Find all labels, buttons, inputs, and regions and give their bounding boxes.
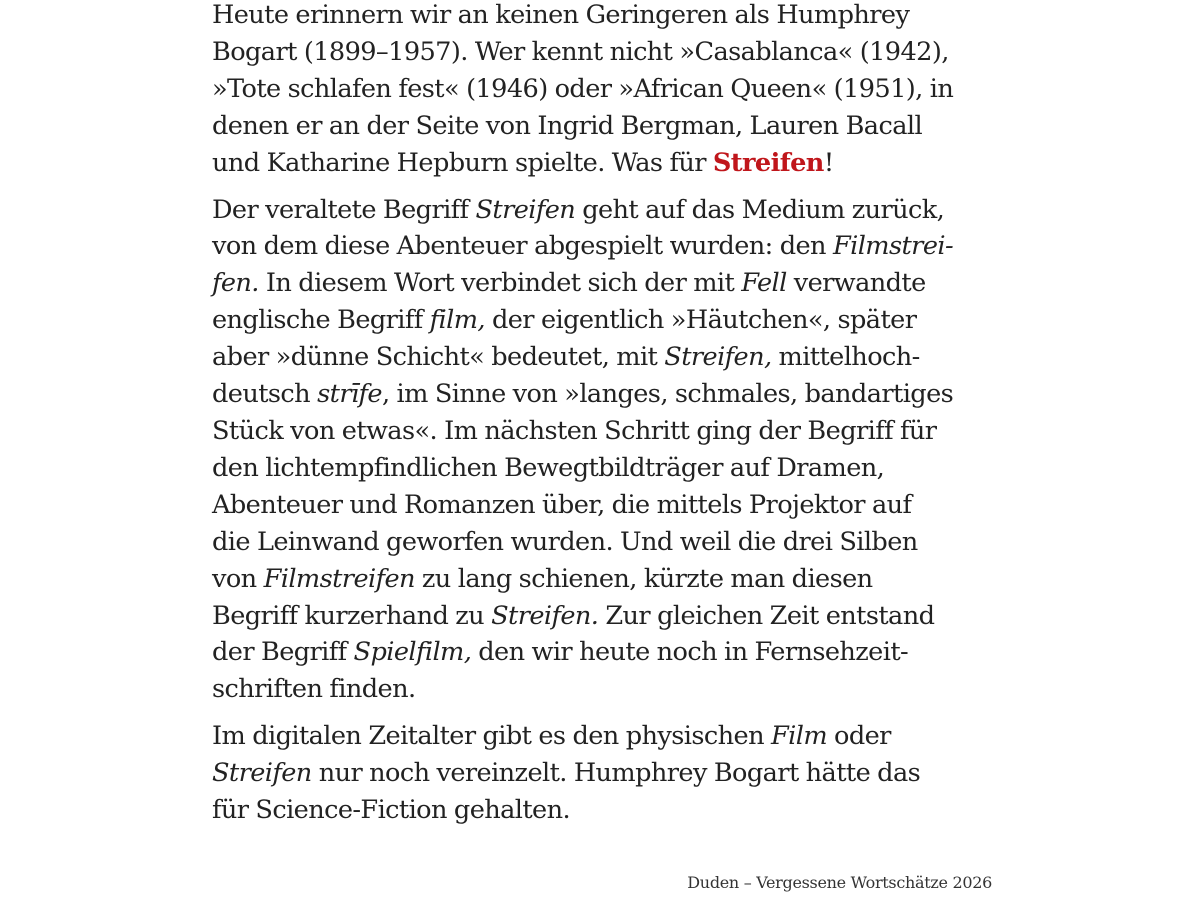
text-segment: zu lang schienen, kürzte man diesen [414, 563, 873, 594]
text-segment: den wir heute noch in Fernsehzeit- [471, 637, 909, 668]
text-line [212, 598, 987, 635]
footer-credit: Duden – Vergessene Wortschätze 2026 [687, 873, 992, 892]
text-segment: Heute erinnern wir an keinen Geringeren als Humphrey [212, 0, 910, 30]
text-line [212, 376, 987, 413]
text-line [212, 192, 987, 229]
italic-term: Streifen [475, 194, 576, 225]
text-segment: Begriff kurzerhand zu [212, 600, 492, 631]
text-line [212, 792, 987, 829]
text-line [212, 450, 987, 487]
text-segment: In diesem Wort verbindet sich der mit [258, 268, 742, 299]
text-segment: geht auf das Medium zurück, [575, 194, 945, 225]
italic-term: Film [771, 721, 827, 752]
text-segment: der eigentlich »Häutchen«, später [484, 305, 917, 336]
text-segment: »Tote schlafen fest« (1946) oder »African Queen« (1951), in [212, 73, 954, 104]
text-line [212, 487, 987, 524]
italic-term: Spielfilm, [353, 637, 472, 668]
text-line [212, 524, 987, 561]
text-line [212, 561, 987, 598]
italic-term: Filmstrei- [832, 231, 954, 262]
text-segment: denen er an der Seite von Ingrid Bergman, Lauren Bacall [212, 110, 923, 141]
italic-term: film, [429, 305, 485, 336]
text-line [212, 634, 987, 671]
text-segment: Der veraltete Begriff [212, 194, 476, 225]
text-line [212, 755, 987, 792]
text-segment: deutsch [212, 379, 318, 410]
highlighted-word: Streifen [712, 147, 824, 178]
paragraph [212, 192, 987, 709]
italic-term: fen. [212, 268, 259, 299]
text-line [212, 718, 987, 755]
italic-term: Streifen, [664, 342, 772, 373]
text-line [212, 228, 987, 265]
text-segment: von [212, 563, 264, 594]
text-segment: der Begriff [212, 637, 354, 668]
text-line [212, 671, 987, 708]
article-body [212, 0, 987, 839]
text-segment: ! [823, 147, 834, 178]
text-segment: Abenteuer und Romanzen über, die mittels Projektor auf [212, 489, 912, 520]
text-segment: schriften finden. [212, 674, 416, 705]
text-segment: Im digitalen Zeitalter gibt es den physischen [212, 721, 771, 752]
text-segment: nur noch vereinzelt. Humphrey Bogart hätte das [311, 758, 921, 789]
italic-term: Filmstreifen [263, 563, 415, 594]
italic-term: Streifen. [491, 600, 599, 631]
italic-term: Fell [741, 268, 787, 299]
text-segment: mittelhoch- [771, 342, 920, 373]
text-line [212, 108, 987, 145]
text-segment: den lichtempfindlichen Bewegtbildträger auf Dramen, [212, 452, 885, 483]
text-segment: Stück von etwas«. Im nächsten Schritt ging der Begriff für [212, 415, 937, 446]
italic-term: Streifen [212, 758, 312, 789]
text-segment: für Science-Fiction gehalten. [212, 795, 571, 826]
text-line [212, 34, 987, 71]
text-segment: aber »dünne Schicht« bedeutet, mit [212, 342, 665, 373]
text-line [212, 0, 987, 34]
text-segment: und Katharine Hepburn spielte. Was für [212, 147, 713, 178]
text-line [212, 413, 987, 450]
text-segment: von dem diese Abenteuer abgespielt wurden: den [212, 231, 833, 262]
paragraph [212, 0, 987, 182]
text-line [212, 339, 987, 376]
text-segment: Zur gleichen Zeit entstand [598, 600, 935, 631]
text-segment: die Leinwand geworfen wurden. Und weil die drei Silben [212, 526, 918, 557]
paragraph [212, 718, 987, 829]
text-segment: Bogart (1899–1957). Wer kennt nicht »Casablanca« (1942), [212, 36, 949, 67]
text-line [212, 265, 987, 302]
text-segment: verwandte [786, 268, 926, 299]
italic-term: strīfe [317, 379, 382, 410]
text-segment: englische Begriff [212, 305, 430, 336]
text-line [212, 71, 987, 108]
text-segment: oder [827, 721, 891, 752]
text-line [212, 145, 987, 182]
text-segment: , im Sinne von »langes, schmales, bandartiges [381, 379, 954, 410]
text-line [212, 302, 987, 339]
